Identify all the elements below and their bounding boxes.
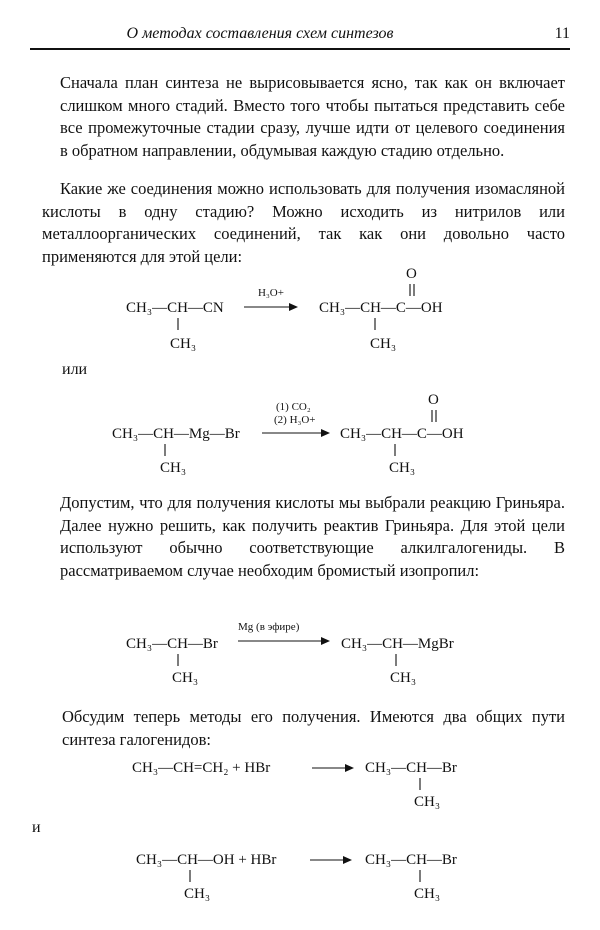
r2-condition-2: (2) H₃O+ [274, 414, 316, 426]
r5-reactant-methyl: CH₃ [184, 886, 211, 902]
r1-reactant-methyl: CH₃ [170, 336, 197, 352]
r1-condition: H₃O+ [258, 287, 284, 299]
r2-condition-1: (1) CO₂ [276, 401, 311, 413]
r4-product: CH₃—CH—Br [365, 760, 457, 776]
paragraph-3: Допустим, что для получения кислоты мы выбрали реакцию Гриньяра. Далее нужно решить, как получить реактив Гриньяра. Для этой цели используют обычно соответствующие алкилгалогениды. В рассматриваемом случае необходим бромистый изопропил: [60, 493, 565, 580]
paragraph-4: Обсудим теперь методы его получения. Имеются два общих пути синтеза галогенидов: [62, 707, 565, 749]
r1-product: CH₃—CH—C—OH [319, 300, 443, 316]
r5-product-methyl: CH₃ [414, 886, 441, 902]
r5-product: CH₃—CH—Br [365, 852, 457, 868]
running-title: О методах составления схем синтезов [126, 25, 394, 42]
r3-reactant: CH₃—CH—Br [126, 636, 218, 652]
r3-product: CH₃—CH—MgBr [341, 636, 454, 652]
r2-reactant: CH₃—CH—Mg—Br [112, 426, 240, 442]
paragraph-2: Какие же соединения можно использовать для получения изомасляной кислоты в одну стадию? Можно исходить из нитрилов или металлоорганических соединений, так как они довольно часто применяются для этой цели: [42, 179, 565, 266]
r4-reactant: CH₃—CH=CH₂ + HBr [132, 760, 271, 776]
r4-product-methyl: CH₃ [414, 794, 441, 810]
connector-and: и [32, 819, 41, 836]
r5-reactant: CH₃—CH—OH + HBr [136, 852, 277, 868]
paragraph-1: Сначала план синтеза не вырисовывается ясно, так как он включает слишком много стадий. Вместо того чтобы пытаться представить себе все промежуточные стадии сразу, лучше идти от целевого соединения в обратном направлении, обдумывая каждую стадию отдельно. [60, 73, 565, 160]
page-number: 11 [554, 25, 570, 42]
r3-product-methyl: CH₃ [390, 670, 417, 686]
r2-product: CH₃—CH—C—OH [340, 426, 464, 442]
r2-carbonyl-oxygen: O [428, 392, 439, 408]
r2-product-methyl: CH₃ [389, 460, 416, 476]
r1-reactant: CH₃—CH—CN [126, 300, 224, 316]
r3-reactant-methyl: CH₃ [172, 670, 199, 686]
connector-or: или [62, 361, 88, 378]
reaction-alcohol-substitution [136, 852, 457, 902]
r1-product-methyl: CH₃ [370, 336, 397, 352]
r1-carbonyl-oxygen: O [406, 266, 417, 282]
r2-reactant-methyl: CH₃ [160, 460, 187, 476]
r3-condition: Mg (в эфире) [238, 621, 300, 633]
